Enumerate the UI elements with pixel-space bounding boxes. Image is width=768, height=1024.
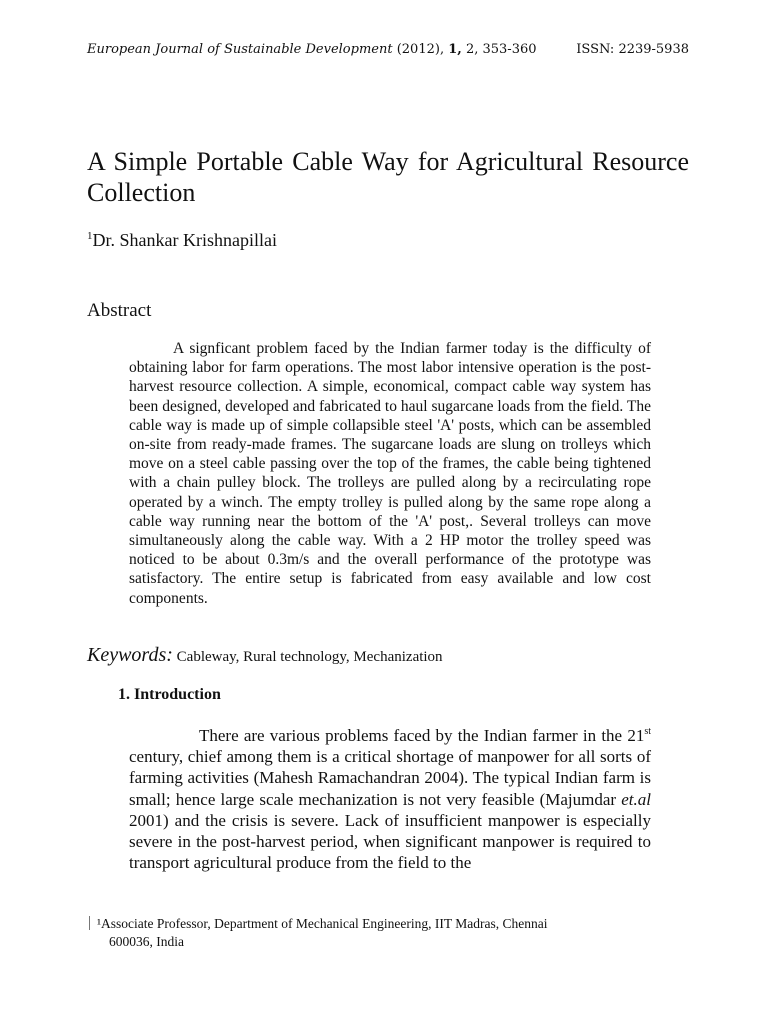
footnote — [97, 915, 657, 951]
intro-superscript: st — [644, 726, 651, 737]
author-marker: 1 — [87, 230, 93, 242]
intro-part-1: There are various problems faced by the Indian farmer in the 21 — [199, 726, 645, 745]
journal-volume: 1, — [448, 42, 462, 57]
paper-title: A Simple Portable Cable Way for Agricultural Resource Collection — [87, 147, 689, 207]
introduction-text — [129, 725, 651, 873]
section-heading-introduction: 1. Introduction — [118, 686, 221, 703]
abstract-heading: Abstract — [87, 300, 152, 321]
keywords-list: Cableway, Rural technology, Mechanization — [176, 649, 443, 665]
keywords — [87, 644, 443, 667]
footnote-marker-bar — [89, 916, 90, 930]
issn: ISSN: 2239-5938 — [576, 42, 689, 57]
author-name: Dr. Shankar Krishnapillai — [92, 230, 277, 250]
intro-part-2: century, chief among them is a critical shortage of manpower for all sorts of farming activities (Mahesh Ramachandran 2004). The typical Indian farm is small; hence large scale mechanization is not very feasible (Majumdar — [129, 747, 651, 809]
journal-year: (2012), — [396, 42, 445, 57]
journal-pages: 2, 353-360 — [465, 42, 537, 57]
footnote-line-2: 600036, India — [109, 934, 184, 949]
author — [87, 230, 277, 251]
running-header — [87, 42, 689, 57]
journal-citation — [87, 42, 537, 57]
intro-part-3: 2001) and the crisis is severe. Lack of insufficient manpower is especially severe in the post-harvest period, when significant manpower is required to transport agricultural produce from the field to the — [129, 810, 651, 873]
footnote-line-1: ¹Associate Professor, Department of Mechanical Engineering, IIT Madras, Chennai — [97, 916, 548, 931]
abstract-text: A signficant problem faced by the Indian farmer today is the difficulty of obtaining labor for farm operations. The most labor intensive operation is the post-harvest resource collection. A simple, economical, compact cable way system has been designed, developed and fabricated to haul sugarcane loads from the field. The cable way is made up of simple collapsible steel 'A' posts, which can be assembled on-site from ready-made frames. The sugarcane loads are slung on trolleys which move on a steel cable passing over the top of the frames, the cable being tightened with a chain pulley block. The trolleys are pulled along by a recirculating rope operated by a winch. The empty trolley is pulled along by the same rope along a cable way running near the bottom of the 'A' post,. Several trolleys can move simultaneously along the cable way. With a 2 HP motor the trolley speed was noticed to be about 0.3m/s and the overall performance of the prototype was satisfactory. The entire setup is fabricated from easy available and low cost components. — [129, 340, 651, 607]
journal-name: European Journal of Sustainable Development — [87, 42, 393, 57]
keywords-label: Keywords: — [87, 644, 173, 666]
intro-citation-etal: et.al — [621, 789, 651, 809]
